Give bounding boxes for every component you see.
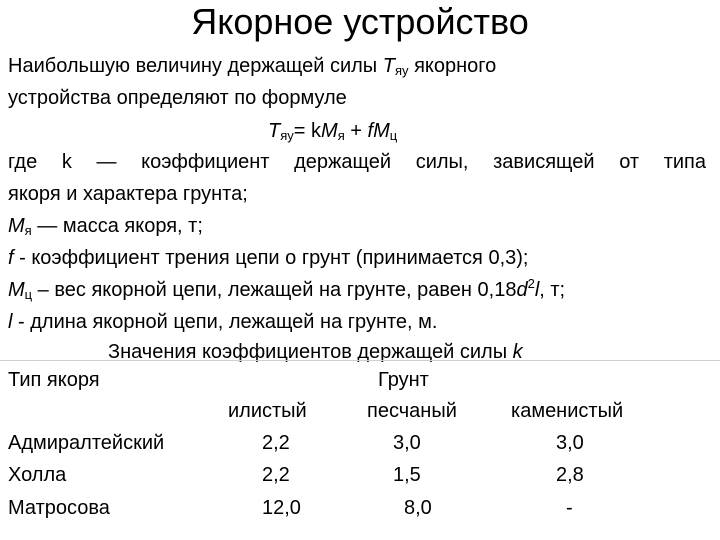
formula-m2: M: [373, 120, 390, 142]
formula-sub-yau: яу: [280, 128, 294, 143]
table-cell: 2,2: [262, 432, 290, 454]
table-cell: 8,0: [404, 497, 432, 519]
table-header-soil-type: песчаный: [367, 400, 457, 422]
word: коэффициент: [141, 151, 270, 173]
table-cell: 12,0: [262, 497, 301, 519]
definition-text: — масса якоря, т;: [31, 215, 203, 237]
formula-eq-k: = k: [293, 120, 322, 142]
intro-line-2: устройства определяют по формуле: [8, 87, 347, 109]
definition-text: - длина якорной цепи, лежащей на грунте, м.: [12, 311, 438, 333]
table-cell: 3,0: [393, 432, 421, 454]
table-header-soil-type: каменистый: [511, 400, 624, 422]
subscript-ts: ц: [24, 287, 33, 302]
symbol-d: d: [516, 279, 528, 301]
definition-text: – вес якорной цепи, лежащей на грунте, равен 0,18: [32, 279, 517, 301]
symbol-l: l: [534, 279, 540, 301]
intro-text-a: Наибольшую величину держащей силы: [8, 55, 383, 77]
word: зависящей: [493, 151, 595, 173]
definition-friction: [8, 246, 528, 270]
table-caption-k: k: [512, 341, 523, 363]
table-header-soil-type: илистый: [228, 400, 307, 422]
symbol-m: M: [8, 215, 25, 237]
definition-chain-length: [8, 310, 437, 334]
definition-tail: , т;: [539, 279, 566, 301]
word: k: [61, 151, 72, 173]
definition-chain-weight: [8, 278, 565, 302]
formula-sub-ya: я: [337, 128, 345, 143]
symbol-f: f: [8, 247, 14, 269]
symbol-l: l: [8, 311, 13, 333]
superscript-2: 2: [527, 276, 535, 291]
table-row-name: Адмиралтейский: [8, 432, 165, 454]
table-cell: 2,2: [262, 464, 290, 486]
formula-sub-ts: ц: [389, 128, 398, 143]
word: где: [8, 151, 38, 173]
definition-k-line-1: [8, 150, 706, 174]
table-header-anchor-type: Тип якоря: [8, 369, 100, 391]
table-row-name: Матросова: [8, 497, 110, 519]
table-cell: 1,5: [393, 464, 421, 486]
symbol-m: M: [8, 279, 25, 301]
formula: [268, 119, 397, 143]
intro-subscript-yau: яу: [394, 63, 409, 78]
table-caption-text: Значения коэффициентов держащей силы: [108, 341, 513, 363]
table-top-border: [0, 360, 720, 361]
table-header-soil: Грунт: [378, 369, 429, 391]
word: от: [619, 151, 640, 173]
definition-text: - коэффициент трения цепи о грунт (принимается 0,3);: [13, 247, 529, 269]
word: силы,: [415, 151, 469, 173]
formula-f: f: [367, 120, 374, 142]
table-row-name: Холла: [8, 464, 67, 486]
definition-k-line-2: якоря и характера грунта;: [8, 183, 248, 205]
intro-text-b: якорного: [408, 55, 497, 77]
definition-anchor-mass: [8, 214, 203, 238]
subscript-ya: я: [24, 223, 32, 238]
formula-t: T: [268, 120, 281, 142]
formula-plus: +: [344, 120, 368, 142]
word: типа: [663, 151, 706, 173]
table-cell: 2,8: [556, 464, 584, 486]
formula-m: M: [321, 120, 338, 142]
intro-symbol-t: T: [382, 55, 395, 77]
table-cell: 3,0: [556, 432, 584, 454]
table-cell: -: [566, 497, 573, 519]
word: держащей: [294, 151, 392, 173]
slide-title: Якорное устройство: [191, 1, 529, 42]
word: —: [96, 151, 117, 173]
intro-line-1: [8, 54, 496, 78]
